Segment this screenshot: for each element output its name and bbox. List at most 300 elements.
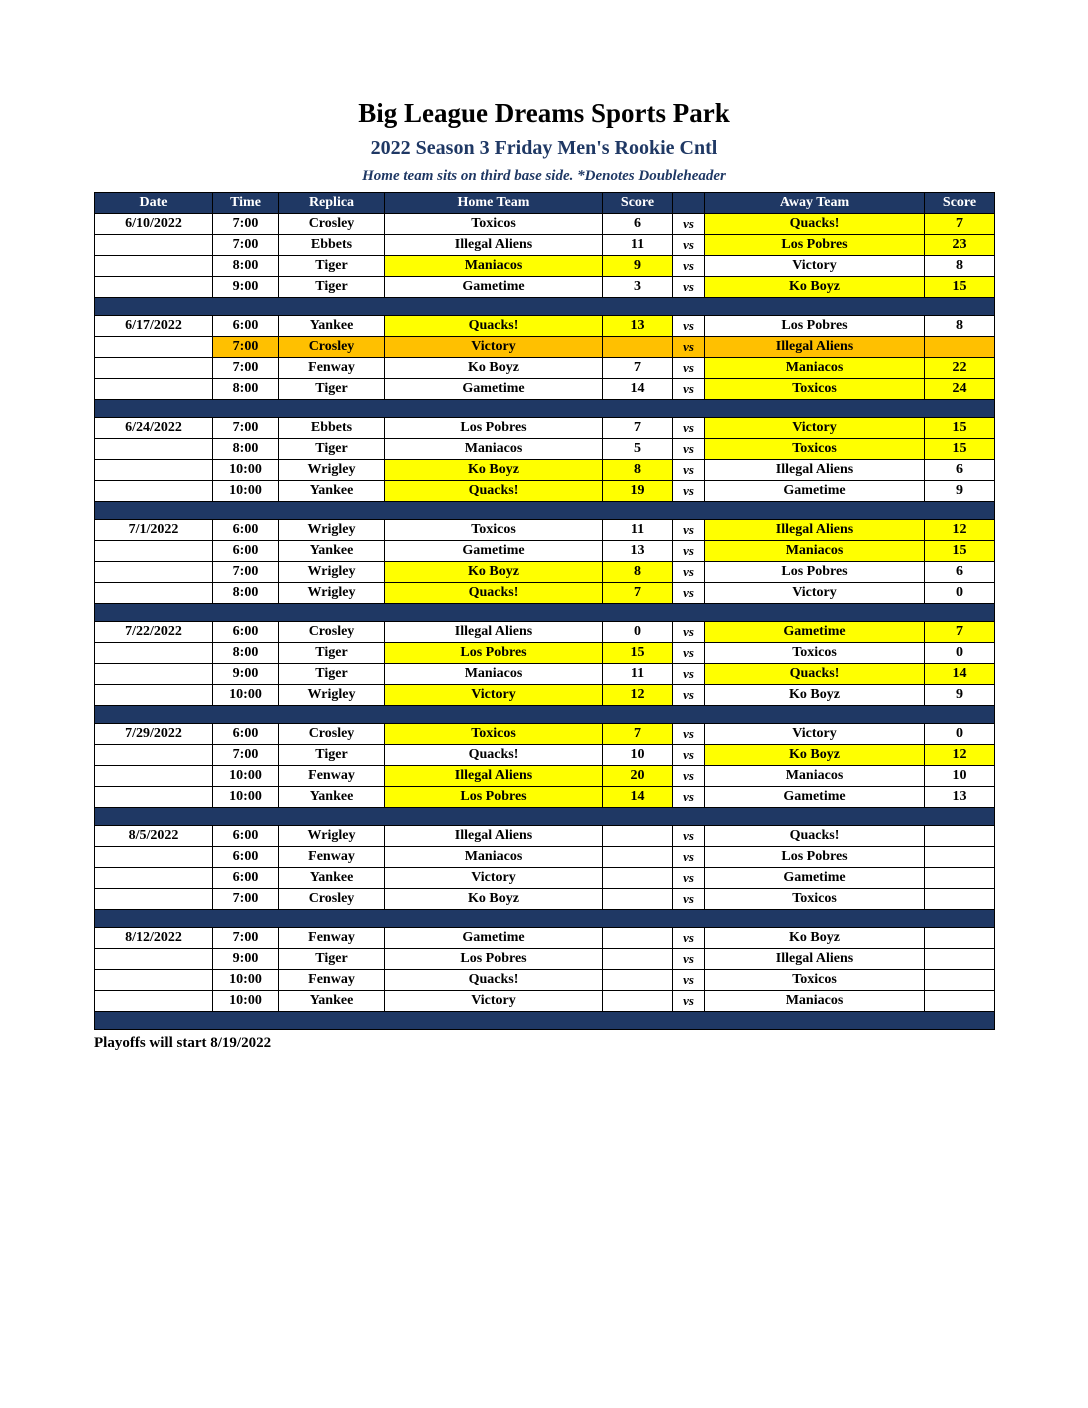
away-team-cell: Gametime bbox=[705, 868, 925, 889]
game-row bbox=[95, 745, 995, 766]
home-score-cell: 0 bbox=[603, 622, 673, 643]
home-team-cell: Victory bbox=[385, 337, 603, 358]
home-team-cell: Ko Boyz bbox=[385, 460, 603, 481]
home-team-cell: Gametime bbox=[385, 541, 603, 562]
replica-cell: Fenway bbox=[279, 928, 385, 949]
replica-cell: Ebbets bbox=[279, 418, 385, 439]
away-score-cell: 9 bbox=[925, 685, 995, 706]
date-cell: 6/24/2022 bbox=[95, 418, 213, 439]
home-score-cell: 10 bbox=[603, 745, 673, 766]
home-team-cell: Toxicos bbox=[385, 214, 603, 235]
replica-cell: Wrigley bbox=[279, 520, 385, 541]
away-score-cell: 0 bbox=[925, 583, 995, 604]
away-score-cell: 8 bbox=[925, 256, 995, 277]
time-cell: 10:00 bbox=[213, 481, 279, 502]
date-cell bbox=[95, 439, 213, 460]
vs-cell: vs bbox=[673, 562, 705, 583]
date-cell bbox=[95, 889, 213, 910]
home-team-cell: Toxicos bbox=[385, 520, 603, 541]
game-row bbox=[95, 358, 995, 379]
game-row bbox=[95, 235, 995, 256]
vs-cell: vs bbox=[673, 847, 705, 868]
time-cell: 6:00 bbox=[213, 826, 279, 847]
vs-cell: vs bbox=[673, 826, 705, 847]
game-row bbox=[95, 991, 995, 1012]
replica-cell: Wrigley bbox=[279, 685, 385, 706]
vs-cell: vs bbox=[673, 235, 705, 256]
away-score-cell bbox=[925, 991, 995, 1012]
time-cell: 6:00 bbox=[213, 520, 279, 541]
separator-row bbox=[95, 400, 995, 418]
home-score-cell: 6 bbox=[603, 214, 673, 235]
time-cell: 8:00 bbox=[213, 256, 279, 277]
home-team-cell: Gametime bbox=[385, 928, 603, 949]
away-team-cell: Illegal Aliens bbox=[705, 949, 925, 970]
vs-cell: vs bbox=[673, 724, 705, 745]
away-team-cell: Ko Boyz bbox=[705, 928, 925, 949]
away-score-cell: 0 bbox=[925, 724, 995, 745]
away-score-cell bbox=[925, 826, 995, 847]
home-team-cell: Los Pobres bbox=[385, 418, 603, 439]
date-cell bbox=[95, 562, 213, 583]
time-cell: 7:00 bbox=[213, 235, 279, 256]
replica-cell: Wrigley bbox=[279, 460, 385, 481]
vs-cell: vs bbox=[673, 358, 705, 379]
home-score-cell: 13 bbox=[603, 316, 673, 337]
date-cell bbox=[95, 868, 213, 889]
home-team-cell: Maniacos bbox=[385, 664, 603, 685]
date-cell bbox=[95, 991, 213, 1012]
date-cell: 6/10/2022 bbox=[95, 214, 213, 235]
game-row bbox=[95, 439, 995, 460]
home-team-cell: Los Pobres bbox=[385, 643, 603, 664]
away-score-cell: 7 bbox=[925, 214, 995, 235]
vs-cell: vs bbox=[673, 214, 705, 235]
away-team-cell: Maniacos bbox=[705, 991, 925, 1012]
away-team-cell: Ko Boyz bbox=[705, 685, 925, 706]
away-team-cell: Victory bbox=[705, 418, 925, 439]
time-cell: 8:00 bbox=[213, 379, 279, 400]
replica-cell: Tiger bbox=[279, 439, 385, 460]
home-score-cell: 7 bbox=[603, 358, 673, 379]
away-team-cell: Illegal Aliens bbox=[705, 337, 925, 358]
time-cell: 10:00 bbox=[213, 970, 279, 991]
time-cell: 8:00 bbox=[213, 439, 279, 460]
away-team-cell: Maniacos bbox=[705, 358, 925, 379]
date-cell bbox=[95, 481, 213, 502]
home-team-cell: Maniacos bbox=[385, 847, 603, 868]
replica-cell: Fenway bbox=[279, 847, 385, 868]
separator-row bbox=[95, 502, 995, 520]
home-team-cell: Victory bbox=[385, 991, 603, 1012]
home-score-cell: 11 bbox=[603, 235, 673, 256]
away-team-cell: Maniacos bbox=[705, 766, 925, 787]
time-cell: 10:00 bbox=[213, 991, 279, 1012]
replica-cell: Ebbets bbox=[279, 235, 385, 256]
separator-cell bbox=[95, 604, 995, 622]
game-row bbox=[95, 724, 995, 745]
vs-cell: vs bbox=[673, 520, 705, 541]
away-team-cell: Los Pobres bbox=[705, 316, 925, 337]
game-row bbox=[95, 664, 995, 685]
game-row bbox=[95, 481, 995, 502]
column-header-away-team: Away Team bbox=[705, 193, 925, 214]
date-cell bbox=[95, 847, 213, 868]
away-team-cell: Quacks! bbox=[705, 664, 925, 685]
away-team-cell: Los Pobres bbox=[705, 562, 925, 583]
date-cell bbox=[95, 745, 213, 766]
replica-cell: Tiger bbox=[279, 745, 385, 766]
away-team-cell: Illegal Aliens bbox=[705, 520, 925, 541]
home-team-cell: Toxicos bbox=[385, 724, 603, 745]
game-row bbox=[95, 337, 995, 358]
time-cell: 7:00 bbox=[213, 358, 279, 379]
home-team-cell: Quacks! bbox=[385, 745, 603, 766]
separator-row bbox=[95, 298, 995, 316]
table-header bbox=[95, 193, 995, 214]
game-row bbox=[95, 214, 995, 235]
away-score-cell bbox=[925, 970, 995, 991]
game-row bbox=[95, 316, 995, 337]
away-score-cell: 8 bbox=[925, 316, 995, 337]
away-score-cell: 12 bbox=[925, 745, 995, 766]
home-team-cell: Quacks! bbox=[385, 316, 603, 337]
game-row bbox=[95, 379, 995, 400]
home-score-cell: 3 bbox=[603, 277, 673, 298]
home-score-cell: 19 bbox=[603, 481, 673, 502]
replica-cell: Wrigley bbox=[279, 583, 385, 604]
replica-cell: Crosley bbox=[279, 214, 385, 235]
home-score-cell bbox=[603, 337, 673, 358]
home-team-cell: Los Pobres bbox=[385, 787, 603, 808]
replica-cell: Fenway bbox=[279, 358, 385, 379]
replica-cell: Crosley bbox=[279, 622, 385, 643]
game-row bbox=[95, 460, 995, 481]
vs-cell: vs bbox=[673, 439, 705, 460]
vs-cell: vs bbox=[673, 541, 705, 562]
home-team-cell: Quacks! bbox=[385, 481, 603, 502]
schedule-page bbox=[94, 0, 994, 1052]
home-score-cell bbox=[603, 991, 673, 1012]
away-team-cell: Toxicos bbox=[705, 379, 925, 400]
vs-cell: vs bbox=[673, 868, 705, 889]
home-team-cell: Ko Boyz bbox=[385, 358, 603, 379]
away-score-cell bbox=[925, 889, 995, 910]
time-cell: 7:00 bbox=[213, 745, 279, 766]
home-score-cell bbox=[603, 826, 673, 847]
home-score-cell bbox=[603, 970, 673, 991]
away-score-cell bbox=[925, 868, 995, 889]
replica-cell: Crosley bbox=[279, 724, 385, 745]
vs-cell: vs bbox=[673, 766, 705, 787]
away-team-cell: Illegal Aliens bbox=[705, 460, 925, 481]
replica-cell: Yankee bbox=[279, 316, 385, 337]
away-score-cell: 12 bbox=[925, 520, 995, 541]
away-score-cell: 22 bbox=[925, 358, 995, 379]
replica-cell: Yankee bbox=[279, 481, 385, 502]
separator-cell bbox=[95, 502, 995, 520]
time-cell: 9:00 bbox=[213, 664, 279, 685]
vs-cell: vs bbox=[673, 928, 705, 949]
away-team-cell: Toxicos bbox=[705, 889, 925, 910]
home-team-cell: Quacks! bbox=[385, 583, 603, 604]
time-cell: 7:00 bbox=[213, 214, 279, 235]
home-score-cell: 11 bbox=[603, 520, 673, 541]
away-team-cell: Los Pobres bbox=[705, 847, 925, 868]
away-team-cell: Victory bbox=[705, 256, 925, 277]
replica-cell: Fenway bbox=[279, 970, 385, 991]
replica-cell: Tiger bbox=[279, 949, 385, 970]
game-row bbox=[95, 685, 995, 706]
separator-row bbox=[95, 910, 995, 928]
footer-note: Playoffs will start 8/19/2022 bbox=[94, 1035, 272, 1051]
time-cell: 7:00 bbox=[213, 928, 279, 949]
away-team-cell: Ko Boyz bbox=[705, 745, 925, 766]
away-score-cell bbox=[925, 928, 995, 949]
away-team-cell: Los Pobres bbox=[705, 235, 925, 256]
away-score-cell bbox=[925, 847, 995, 868]
game-row bbox=[95, 256, 995, 277]
column-header-score-away: Score bbox=[925, 193, 995, 214]
home-team-cell: Illegal Aliens bbox=[385, 235, 603, 256]
home-score-cell bbox=[603, 847, 673, 868]
separator-cell bbox=[95, 298, 995, 316]
page-title: Big League Dreams Sports Park bbox=[358, 98, 730, 128]
time-cell: 6:00 bbox=[213, 724, 279, 745]
away-score-cell: 0 bbox=[925, 643, 995, 664]
time-cell: 6:00 bbox=[213, 316, 279, 337]
separator-row bbox=[95, 808, 995, 826]
away-team-cell: Victory bbox=[705, 724, 925, 745]
time-cell: 10:00 bbox=[213, 787, 279, 808]
replica-cell: Wrigley bbox=[279, 562, 385, 583]
time-cell: 6:00 bbox=[213, 541, 279, 562]
home-score-cell: 15 bbox=[603, 643, 673, 664]
time-cell: 6:00 bbox=[213, 868, 279, 889]
home-score-cell: 12 bbox=[603, 685, 673, 706]
date-cell bbox=[95, 277, 213, 298]
schedule-table bbox=[94, 192, 995, 1030]
date-cell: 6/17/2022 bbox=[95, 316, 213, 337]
date-cell bbox=[95, 643, 213, 664]
time-cell: 6:00 bbox=[213, 847, 279, 868]
home-team-cell: Gametime bbox=[385, 277, 603, 298]
separator-cell bbox=[95, 910, 995, 928]
away-team-cell: Gametime bbox=[705, 481, 925, 502]
vs-cell: vs bbox=[673, 277, 705, 298]
home-team-cell: Maniacos bbox=[385, 439, 603, 460]
date-cell bbox=[95, 358, 213, 379]
game-row bbox=[95, 562, 995, 583]
replica-cell: Yankee bbox=[279, 787, 385, 808]
replica-cell: Yankee bbox=[279, 868, 385, 889]
time-cell: 7:00 bbox=[213, 562, 279, 583]
home-score-cell bbox=[603, 889, 673, 910]
column-header-time: Time bbox=[213, 193, 279, 214]
date-cell bbox=[95, 337, 213, 358]
game-row bbox=[95, 418, 995, 439]
replica-cell: Yankee bbox=[279, 541, 385, 562]
vs-cell: vs bbox=[673, 787, 705, 808]
away-score-cell: 23 bbox=[925, 235, 995, 256]
column-header-score-home: Score bbox=[603, 193, 673, 214]
away-score-cell: 6 bbox=[925, 562, 995, 583]
date-cell: 7/22/2022 bbox=[95, 622, 213, 643]
away-score-cell: 7 bbox=[925, 622, 995, 643]
home-score-cell: 8 bbox=[603, 460, 673, 481]
date-cell bbox=[95, 970, 213, 991]
home-score-cell: 7 bbox=[603, 583, 673, 604]
time-cell: 6:00 bbox=[213, 622, 279, 643]
away-score-cell: 9 bbox=[925, 481, 995, 502]
away-score-cell: 15 bbox=[925, 277, 995, 298]
home-score-cell: 7 bbox=[603, 724, 673, 745]
game-row bbox=[95, 583, 995, 604]
away-score-cell: 6 bbox=[925, 460, 995, 481]
game-row bbox=[95, 868, 995, 889]
home-score-cell: 8 bbox=[603, 562, 673, 583]
away-team-cell: Quacks! bbox=[705, 826, 925, 847]
note-line: Home team sits on third base side. *Denotes Doubleheader bbox=[362, 168, 726, 184]
home-team-cell: Victory bbox=[385, 685, 603, 706]
column-header-home-team: Home Team bbox=[385, 193, 603, 214]
away-team-cell: Toxicos bbox=[705, 643, 925, 664]
separator-row bbox=[95, 604, 995, 622]
home-score-cell: 5 bbox=[603, 439, 673, 460]
replica-cell: Crosley bbox=[279, 889, 385, 910]
time-cell: 9:00 bbox=[213, 277, 279, 298]
date-cell: 8/5/2022 bbox=[95, 826, 213, 847]
date-cell: 7/1/2022 bbox=[95, 520, 213, 541]
away-score-cell bbox=[925, 949, 995, 970]
replica-cell: Tiger bbox=[279, 379, 385, 400]
away-score-cell: 15 bbox=[925, 439, 995, 460]
replica-cell: Tiger bbox=[279, 664, 385, 685]
home-score-cell: 14 bbox=[603, 787, 673, 808]
date-cell bbox=[95, 766, 213, 787]
home-score-cell bbox=[603, 868, 673, 889]
separator-row bbox=[95, 706, 995, 724]
game-row bbox=[95, 970, 995, 991]
date-cell bbox=[95, 379, 213, 400]
header-row bbox=[95, 193, 995, 214]
game-row bbox=[95, 826, 995, 847]
away-score-cell: 14 bbox=[925, 664, 995, 685]
time-cell: 10:00 bbox=[213, 685, 279, 706]
column-header-replica: Replica bbox=[279, 193, 385, 214]
game-row bbox=[95, 520, 995, 541]
replica-cell: Wrigley bbox=[279, 826, 385, 847]
home-score-cell: 7 bbox=[603, 418, 673, 439]
vs-cell: vs bbox=[673, 745, 705, 766]
away-score-cell: 15 bbox=[925, 418, 995, 439]
away-score-cell: 13 bbox=[925, 787, 995, 808]
home-score-cell: 20 bbox=[603, 766, 673, 787]
date-cell bbox=[95, 460, 213, 481]
game-row bbox=[95, 889, 995, 910]
time-cell: 8:00 bbox=[213, 643, 279, 664]
game-row bbox=[95, 643, 995, 664]
date-cell bbox=[95, 949, 213, 970]
vs-cell: vs bbox=[673, 337, 705, 358]
away-team-cell: Ko Boyz bbox=[705, 277, 925, 298]
vs-cell: vs bbox=[673, 622, 705, 643]
game-row bbox=[95, 277, 995, 298]
away-team-cell: Gametime bbox=[705, 787, 925, 808]
date-cell bbox=[95, 235, 213, 256]
away-score-cell: 15 bbox=[925, 541, 995, 562]
replica-cell: Yankee bbox=[279, 991, 385, 1012]
vs-cell: vs bbox=[673, 685, 705, 706]
away-team-cell: Victory bbox=[705, 583, 925, 604]
home-team-cell: Gametime bbox=[385, 379, 603, 400]
vs-cell: vs bbox=[673, 256, 705, 277]
page-subtitle: 2022 Season 3 Friday Men's Rookie Cntl bbox=[370, 137, 718, 159]
home-team-cell: Illegal Aliens bbox=[385, 766, 603, 787]
column-header-date: Date bbox=[95, 193, 213, 214]
home-score-cell: 9 bbox=[603, 256, 673, 277]
home-score-cell: 13 bbox=[603, 541, 673, 562]
home-team-cell: Maniacos bbox=[385, 256, 603, 277]
separator-cell bbox=[95, 1012, 995, 1030]
home-team-cell: Quacks! bbox=[385, 970, 603, 991]
vs-cell: vs bbox=[673, 889, 705, 910]
home-score-cell: 11 bbox=[603, 664, 673, 685]
vs-cell: vs bbox=[673, 418, 705, 439]
separator-row bbox=[95, 1012, 995, 1030]
vs-cell: vs bbox=[673, 991, 705, 1012]
replica-cell: Fenway bbox=[279, 766, 385, 787]
replica-cell: Tiger bbox=[279, 643, 385, 664]
home-score-cell: 14 bbox=[603, 379, 673, 400]
vs-cell: vs bbox=[673, 379, 705, 400]
date-cell bbox=[95, 256, 213, 277]
time-cell: 7:00 bbox=[213, 418, 279, 439]
separator-cell bbox=[95, 808, 995, 826]
date-cell: 7/29/2022 bbox=[95, 724, 213, 745]
vs-cell: vs bbox=[673, 664, 705, 685]
time-cell: 7:00 bbox=[213, 889, 279, 910]
column-header-vs bbox=[673, 193, 705, 214]
home-team-cell: Victory bbox=[385, 868, 603, 889]
away-team-cell: Toxicos bbox=[705, 970, 925, 991]
home-team-cell: Ko Boyz bbox=[385, 562, 603, 583]
vs-cell: vs bbox=[673, 481, 705, 502]
replica-cell: Tiger bbox=[279, 277, 385, 298]
home-score-cell bbox=[603, 928, 673, 949]
replica-cell: Tiger bbox=[279, 256, 385, 277]
date-cell bbox=[95, 664, 213, 685]
home-score-cell bbox=[603, 949, 673, 970]
vs-cell: vs bbox=[673, 460, 705, 481]
away-team-cell: Toxicos bbox=[705, 439, 925, 460]
time-cell: 8:00 bbox=[213, 583, 279, 604]
date-cell: 8/12/2022 bbox=[95, 928, 213, 949]
game-row bbox=[95, 541, 995, 562]
date-cell bbox=[95, 541, 213, 562]
game-row bbox=[95, 847, 995, 868]
separator-cell bbox=[95, 400, 995, 418]
time-cell: 10:00 bbox=[213, 460, 279, 481]
vs-cell: vs bbox=[673, 949, 705, 970]
home-team-cell: Ko Boyz bbox=[385, 889, 603, 910]
date-cell bbox=[95, 685, 213, 706]
vs-cell: vs bbox=[673, 970, 705, 991]
vs-cell: vs bbox=[673, 316, 705, 337]
game-row bbox=[95, 622, 995, 643]
game-row bbox=[95, 787, 995, 808]
game-row bbox=[95, 928, 995, 949]
